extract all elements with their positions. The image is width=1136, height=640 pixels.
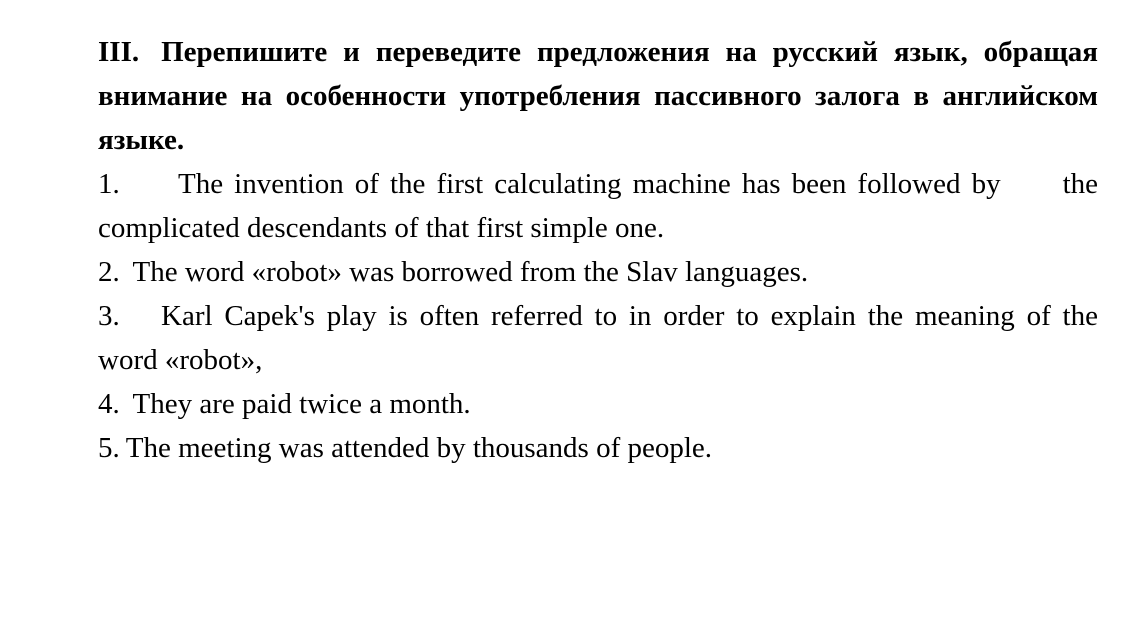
sentence-text: They are paid twice a month. <box>132 388 471 420</box>
sentence-item-2 <box>98 250 1098 294</box>
sentence-number: 4. <box>98 388 120 420</box>
sentence-item-5 <box>98 426 1098 470</box>
exercise-instruction: Перепишите и переведите предложения на русский язык, обращая внимание на особенности употребления пассивного залога в английском языке. <box>98 36 1098 156</box>
sentence-list <box>98 162 1098 470</box>
exercise-number: III. <box>98 36 140 68</box>
sentence-number: 2. <box>98 256 120 288</box>
sentence-number: 1. <box>98 168 120 200</box>
sentence-text: The invention of the first calculating machine has been followed by <box>178 168 1001 200</box>
sentence-item-4 <box>98 382 1098 426</box>
sentence-text-continued: the complicated descendants of that first simple one. <box>98 168 1098 244</box>
sentence-item-1 <box>98 162 1098 250</box>
exercise-heading <box>98 30 1098 162</box>
sentence-text: Karl Capek's play is often referred to in order to explain the meaning of the word «robot», <box>98 300 1098 376</box>
document-page <box>98 30 1098 470</box>
sentence-number: 3. <box>98 300 120 332</box>
sentence-text: The word «robot» was borrowed from the Slav languages. <box>132 256 809 288</box>
sentence-item-3 <box>98 294 1098 382</box>
sentence-number: 5. <box>98 432 120 464</box>
sentence-text: The meeting was attended by thousands of people. <box>125 432 713 464</box>
